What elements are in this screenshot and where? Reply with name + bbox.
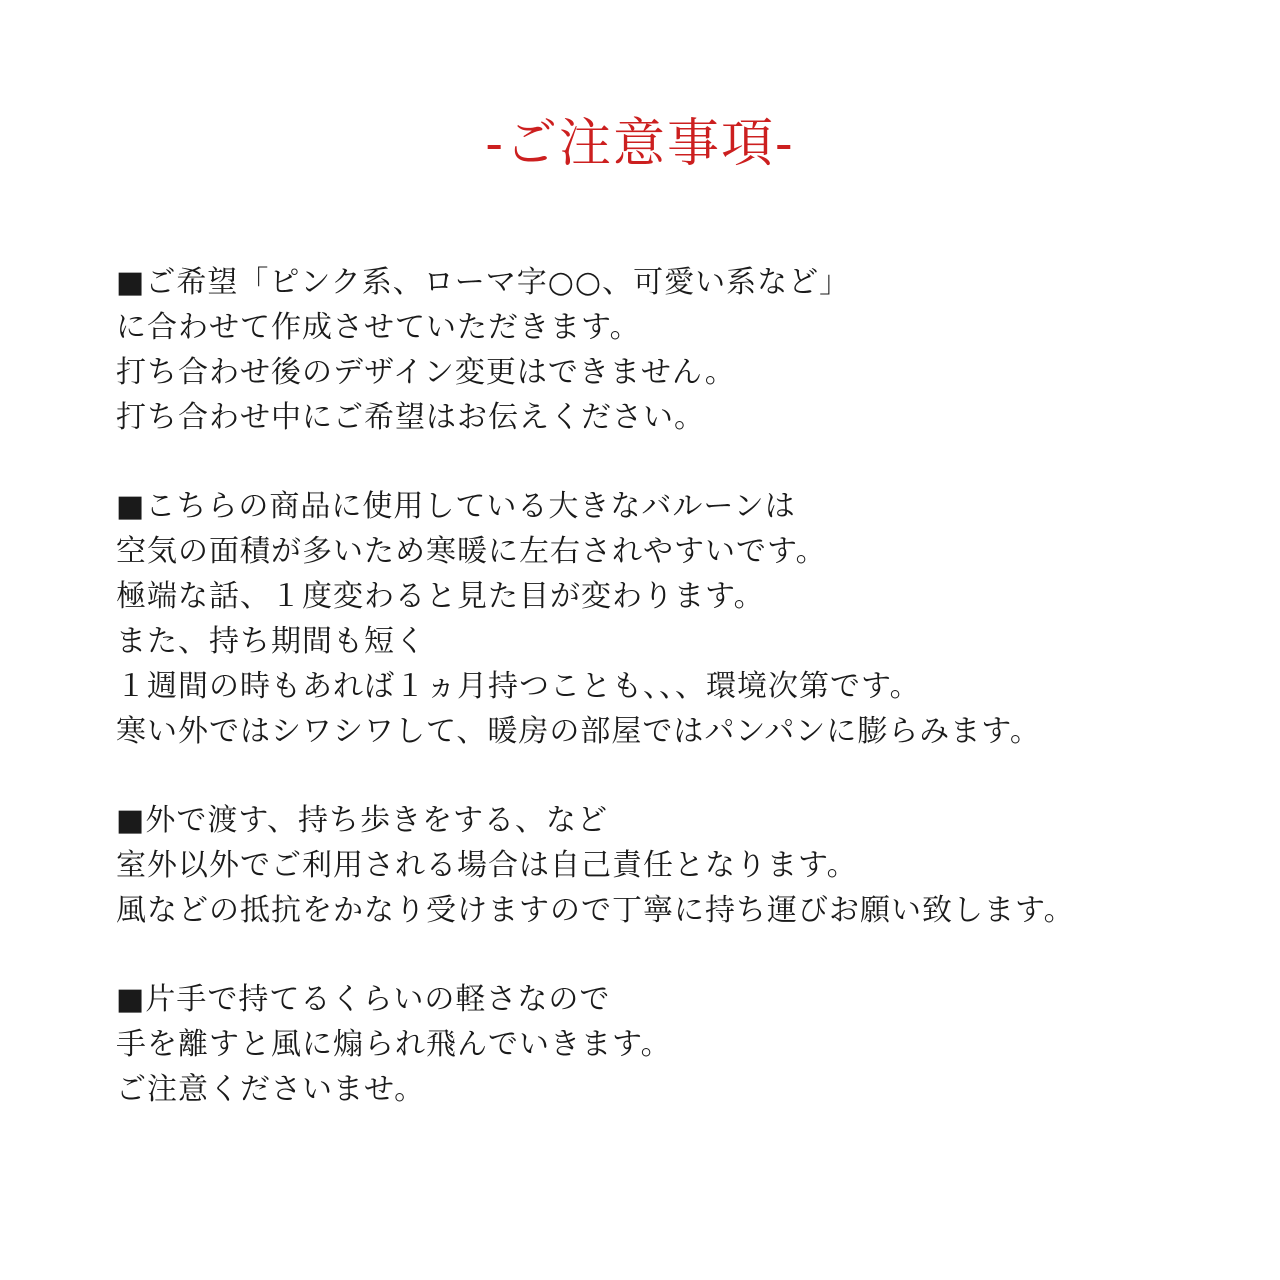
note-line: に合わせて作成させていただきます。 bbox=[116, 310, 641, 345]
note-line: ■こちらの商品に使用している大きなバルーンは bbox=[116, 489, 796, 524]
note-line: 極端な話、１度変わると見た目が変わります。 bbox=[116, 579, 765, 614]
note-line: ■片手で持てるくらいの軽さなので bbox=[116, 982, 611, 1017]
note-section-balloon-temperature bbox=[116, 484, 1266, 754]
note-line: 空気の面積が多いため寒暖に左右されやすいです。 bbox=[116, 534, 827, 569]
note-line: 寒い外ではシワシワして、暖房の部屋ではパンパンに膨らみます。 bbox=[116, 714, 1041, 749]
note-section-wind-caution bbox=[116, 977, 1266, 1112]
note-line: ご注意くださいませ。 bbox=[116, 1072, 426, 1107]
note-line: 風などの抵抗をかなり受けますので丁寧に持ち運びお願い致します。 bbox=[116, 893, 1075, 928]
note-line: 打ち合わせ中にご希望はお伝えください。 bbox=[116, 400, 705, 435]
note-line: 手を離すと風に煽られ飛んでいきます。 bbox=[116, 1027, 672, 1062]
page-title: -ご注意事項- bbox=[485, 114, 795, 174]
note-line: ■ご希望「ピンク系、ローマ字○○、可愛い系など」 bbox=[116, 265, 851, 300]
note-line: ■外で渡す、持ち歩きをする、など bbox=[116, 803, 608, 838]
note-section-outdoor-use bbox=[116, 798, 1266, 933]
notes-list bbox=[116, 260, 1266, 1156]
note-line: 打ち合わせ後のデザイン変更はできません。 bbox=[116, 355, 736, 390]
note-line: また、持ち期間も短く bbox=[116, 624, 426, 659]
note-line: １週間の時もあれば１ヵ月持つことも、、、環境次第です。 bbox=[116, 669, 921, 704]
note-line: 室外以外でご利用される場合は自己責任となります。 bbox=[116, 848, 858, 883]
note-section-design bbox=[116, 260, 1266, 440]
